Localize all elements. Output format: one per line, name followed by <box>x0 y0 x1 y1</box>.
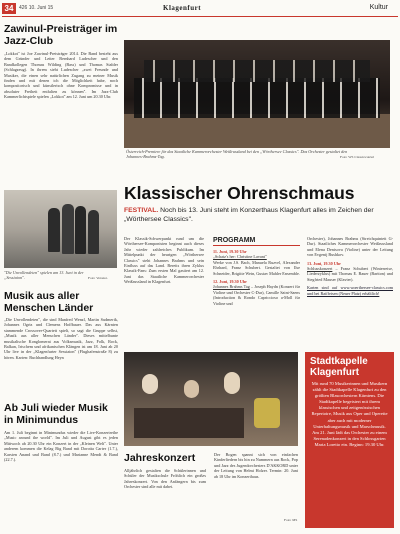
article-body: Mit rund 70 Musikerinnen und Musikern zählt die Stadtkapelle Klagenfurt zu den größten Blasorchestern Kärntens. Die Stadtkapelle begeistert mit ihrem klassischen und zeitgenössischen Repertoire, Musik aus Oper und Operette aber auch mit moderner Unterhaltungsmusik und Marschmusik. Am 21. Juni lädt das Orchester zu einem Serenadenkonzert in den Schlossgarten Maria Loretto ein. Beginn: 19.30 Uhr. <box>311 381 388 447</box>
program-body-2: – Joseph Haydn (Konzert für Violine und Orchester C-Dur), Camille Saint-Saens (Introduction & Rondo Capriccioso a-Moll für Violine und <box>213 284 300 306</box>
article-title: Stadtkapelle Klagenfurt <box>310 356 368 378</box>
article-minimundus <box>4 402 118 530</box>
main-headline: Klassischer Ohrenschmaus <box>124 183 355 203</box>
article-jahreskonzert <box>124 452 298 532</box>
stage-floor <box>124 114 390 148</box>
article-body: Am 1. Juli beginnt in Minimundus wieder die Live-Konzertreihe „Music around the world". Im Juli und August gibt es jeden Mittwoch ab 20.30 Uhr ein Konzert in der „Kleinen Welt". Unter anderem kommen die Kelag Big Band mit Dorotta Carter (1.7.), Karsten Anand und Band (8.7.) und Marianne Mendt & Band (22.7.). <box>4 430 118 463</box>
photo-credit: Foto: MS <box>284 518 298 522</box>
orchestra-players <box>134 78 380 118</box>
orchestra-photo-caption: Österreich-Premiere für das Staatliche Kammerorchester Weißrussland bei den „Wörthersee Classics". Das Orchester gestaltet den Johannes-Brahms-Tag. <box>126 149 348 160</box>
musician-figure <box>48 208 60 252</box>
musician-figure <box>88 210 99 254</box>
edition-date: 426 10. Juni 15 <box>19 5 54 11</box>
program-body-3: – Franz Schubert (Winterreise, Liederzyklus) mit Thomas E. Bauer (Bariton) und Siegfried Mauser (Klavier). <box>307 266 393 282</box>
article-title: Musik aus aller Menschen Länder <box>4 290 94 314</box>
program-date-3: 13. Juni, 19.30 Uhr <box>307 260 341 266</box>
program-title-3: Schlusskonzert <box>307 266 333 272</box>
article-body-col-2: Der Bogen spannt sich von einfachen Kinderliedern bis hin zu Nummern aus Rock, Pop und Jazz des Jugendorchesters D'AKKORD unter der Leitung von Helmi Holzer. Termin: 20. Juni ab 18 Uhr im Konzerthaus. <box>214 452 298 479</box>
main-lead <box>124 207 392 224</box>
program-date-1: 11. Juni, 19.30 Uhr <box>213 249 247 254</box>
article-body: „Die Unvollendeten", die sind Manfred Wenzl, Martin Sudmerik, Johannes Ogriz und Clemens Hoffbauer. Das aus Kärnten stammende Crossover-Quartett spielt, so sagt die Gruppe selbst, „Musik aus aller Menschen Länder". Dieses mittelbunte musikalische Konglomerat aus Volksmusik, Jazz, Folk, Rock, Balkan, Irischem und afrikanischen Klängen ist am 18. Juni ab 20 Uhr live in der „Klagenfurter Sessiaion" (Flughafenstraße 8) zu hören. Karten: Buchhandlung Heyn <box>4 317 118 360</box>
header-divider <box>2 16 398 17</box>
section-title: Klagenfurt <box>163 4 202 12</box>
band-photo-caption: "Die Unvollendeten" spielen am 13. Juni in der „Sessiaion". <box>4 270 84 281</box>
photo-credit: Foto: WS Classics/Ariel <box>340 155 374 159</box>
orchestra-players-back <box>144 60 370 82</box>
program-body-2-cont: Orchester), Johannes Brahms (Streichquintett G-Dur). Staatliches Kammerorchester Weißrussland und Elena Denisova (Violine) unter der Leitung von Evgenij Bushkov. <box>307 236 393 258</box>
article-stadtkapelle <box>305 352 394 528</box>
main-column-3 <box>307 236 393 348</box>
lead-text: Noch bis 13. Juni steht im Konzerthaus Klagenfurt alles im Zeichen der „Wörthersee Classics". <box>124 207 374 223</box>
article-title: Jahreskonzert <box>124 452 196 464</box>
programm-box <box>213 236 300 346</box>
musician-figure <box>75 206 86 254</box>
program-body-1: Werke von J.S. Bach, Manuela Ruzvel, Alexander Ehrhard, Franz Schubert. Gestaltet von Ilse Schneider, Brigitte Wein, Gustav Mahler Ensemble. <box>213 259 300 276</box>
article-title: Ab Juli wieder Musik in Minimundus <box>4 402 108 426</box>
photo-credit: Foto: Veranst. <box>88 276 108 280</box>
page-number: 34 <box>2 3 16 14</box>
musician-figure <box>62 204 74 254</box>
programm-heading: PROGRAMM <box>213 236 300 246</box>
lead-label: FESTIVAL. <box>124 207 159 214</box>
article-body-col-1: Alljährlich gestalten die Schülerinnen und Schüler der Musikschule Fröhlich ein großes Jahreskonzert. Von den Anfängern bis zum Orchester sind alle mit dabei. <box>124 468 206 490</box>
article-jazz-club <box>4 23 118 188</box>
program-title-2: Johannes Brahms Tag <box>213 284 250 290</box>
article-musik-aller-laender <box>4 290 118 400</box>
article-title: Zawinul-Preisträger im Jazz-Club <box>4 23 118 47</box>
orchestra-photo <box>124 40 390 148</box>
student-figure <box>184 380 199 398</box>
main-column-1: Der Klassik-Schwerpunkt rund um die Wörthersee-Komponisten beginnt auch dieses Jahr wieder zahlreiches Publikum. Im Mittelpunkt der heurigen „Wörthersee Classics" steht Johannes Brahms und sein Einfluss auf das Land. Bereits ihren Zyklus Klassik-Fans: Zum ersten Mal gastiert am 12. Juni das Staatliche Kammerorchester Weißrussland in Klagenfurt. <box>124 236 204 285</box>
band-photo <box>4 190 117 268</box>
article-body: „Lokkot" ist Joe Zawinul-Preisträger 2014. Die Band besteht aus dem Gründer und Leiter Bernhard Ludescher und den Bandkollegen Thomas Wilding (Bass) und Thomas Stabler (Schlagzeug). In ihrem sieht Ludescher „zwei Freunde und Musiker, die einen sehr natürlichen Zugang zu meiner Musik finden und mit denen ich die Möglichkeit habe, noch kompositorisch und künstlerisch ohne Kompromisse und in absoluter Freiheit entfalten zu können". Im Jazz-Club Kammerlichtspiele spielen „Lokkot" am 12. Juni um 20.30 Uhr. <box>4 51 118 100</box>
program-date-2: 12. Juni, 19.30 Uhr <box>213 279 247 285</box>
seated-players <box>134 408 244 438</box>
ticket-info: Karten sind auf www.woerthersee-classics.com und bei Raiffeisen (Neuer Platz) erhältlich! <box>307 285 393 296</box>
music-school-photo <box>124 352 298 446</box>
section-label: Kultur <box>369 4 388 11</box>
program-title-1: „Schatz's her: Christine Lavant" <box>213 254 267 260</box>
accordion-shape <box>254 398 280 428</box>
student-figure <box>142 374 158 394</box>
student-figure <box>224 372 240 394</box>
